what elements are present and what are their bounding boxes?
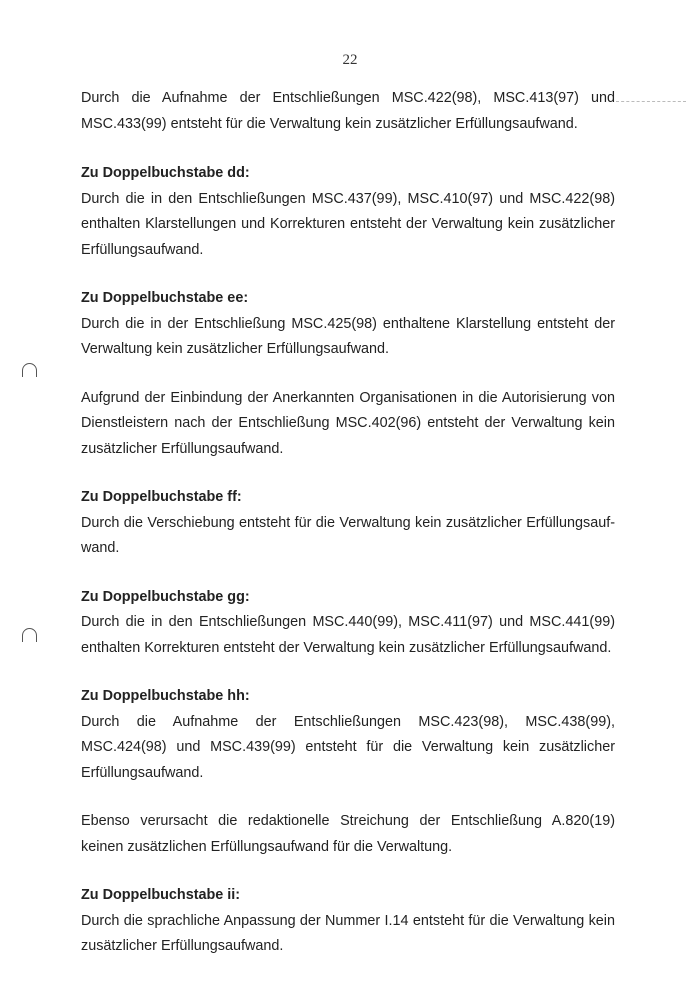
section-heading: Zu Doppelbuchstabe hh:	[81, 688, 250, 704]
section-ff	[81, 485, 615, 562]
section-paragraph: Ebenso verursacht die redaktionelle Streichung der Entschließung A.820(19) keinen zusätzlichen Erfüllungsaufwand für die Verwaltung.	[81, 813, 615, 855]
section-heading: Zu Doppelbuchstabe dd:	[81, 165, 250, 181]
document-body	[81, 86, 615, 983]
section-ii	[81, 883, 615, 960]
section-heading: Zu Doppelbuchstabe ee:	[81, 290, 249, 306]
section-paragraph: Durch die Verschiebung entsteht für die Verwaltung kein zusätzlicher Erfüllungsauf-wand.	[81, 514, 615, 556]
page-number: 22	[342, 52, 358, 68]
intro-paragraph: Durch die Aufnahme der Entschließungen MSC.422(98), MSC.413(97) und MSC.433(99) entsteht für die Verwaltung kein zusätzlicher Erfüllungsaufwand.	[81, 90, 615, 132]
section-heading: Zu Doppelbuchstabe gg:	[81, 588, 250, 605]
section-paragraph: Durch die in der Entschließung MSC.425(98) enthaltene Klarstellung entsteht der Verwaltung kein zusätzlicher Erfüllungsaufwand.	[81, 315, 615, 357]
section-ee	[81, 286, 615, 462]
section-paragraph: Durch die sprachliche Anpassung der Nummer I.14 entsteht für die Verwaltung kein zusätzlicher Erfüllungsaufwand.	[81, 912, 615, 954]
section-paragraph: Durch die in den Entschließungen MSC.437(99), MSC.410(97) und MSC.422(98) enthalten Klarstellungen und Korrekturen entsteht der Verwaltung kein zusätzlicher Erfüllungsaufwand.	[81, 190, 615, 258]
section-paragraph: Aufgrund der Einbindung der Anerkannten Organisationen in die Autorisierung von Dienstleistern nach der Entschließung MSC.402(96) entsteht der Verwaltung kein zusätzlicher Erfüllungsaufwand.	[81, 389, 615, 457]
section-gg	[81, 585, 615, 662]
section-heading: Zu Doppelbuchstabe ff:	[81, 489, 242, 505]
section-paragraph: Durch die Aufnahme der Entschließungen MSC.423(98), MSC.438(99), MSC.424(98) und MSC.439(99) entsteht für die Verwaltung kein zusätzlicher Erfüllungsaufwand.	[81, 713, 615, 781]
section-heading: Zu Doppelbuchstabe ii:	[81, 887, 241, 903]
section-hh	[81, 684, 615, 860]
punch-hole-mark-upper	[22, 363, 37, 377]
section-dd	[81, 161, 615, 263]
section-paragraph: Durch die in den Entschließungen MSC.440(99), MSC.411(97) und MSC.441(99) enthalten Korrekturen entsteht der Verwaltung kein zusätzlicher Erfüllungsaufwand.	[81, 614, 615, 656]
punch-hole-mark-lower	[22, 628, 37, 642]
scan-artifact-line	[616, 101, 686, 102]
